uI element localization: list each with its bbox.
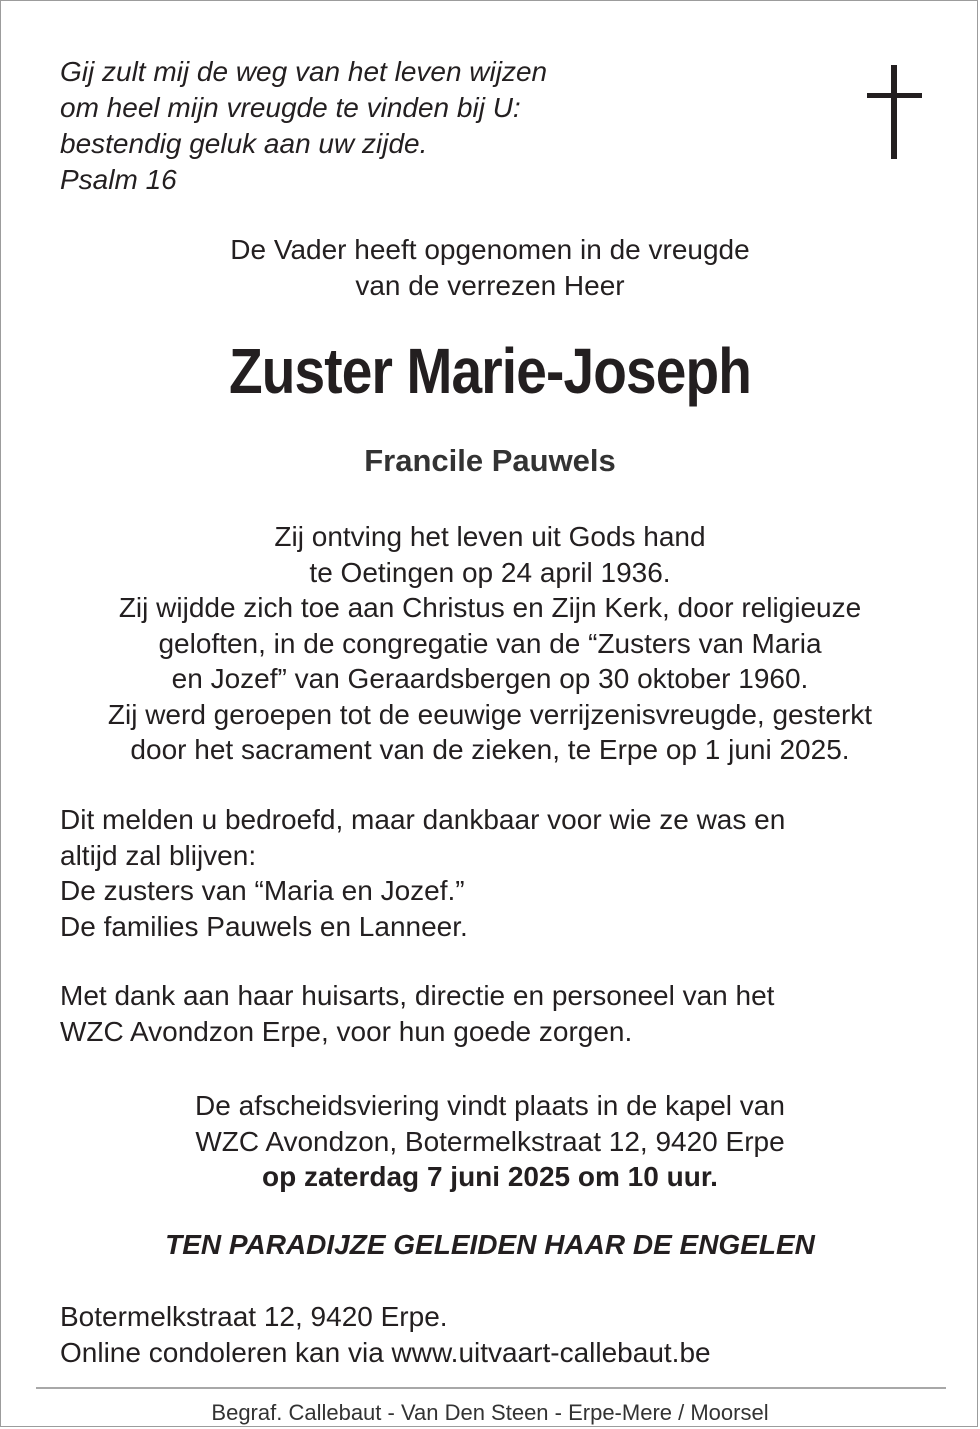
announcement — [60, 802, 785, 944]
announcement-line: altijd zal blijven: — [60, 839, 257, 871]
contact-address: Botermelkstraat 12, 9420 Erpe. — [60, 1301, 448, 1332]
biography-line: Zij wijdde zich toe aan Christus en Zijn Kerk, door religieuze — [118, 592, 862, 623]
religious-name: Zuster Marie-Joseph — [229, 335, 751, 407]
psalm-line: om heel mijn vreugde te vinden bij U: — [60, 92, 521, 123]
biography-line: door het sacrament van de zieken, te Erpe op 1 juni 2025. — [130, 734, 850, 765]
psalm-quote — [60, 54, 547, 198]
condolence-text: Online condoleren kan via www.uitvaart-callebaut.be — [60, 1336, 711, 1368]
ceremony-location: WZC Avondzon, Botermelkstraat 12, 9420 Erpe — [195, 1125, 785, 1157]
intro-line: De Vader heeft opgenomen in de vreugde — [230, 234, 750, 265]
motto: TEN PARADIJZE GELEIDEN HAAR DE ENGELEN — [165, 1229, 815, 1260]
ceremony-line: De afscheidsviering vindt plaats in de kapel van — [195, 1090, 785, 1121]
thanks-text — [60, 978, 774, 1049]
biography-line: geloften, in de congregatie van de “Zusters van Maria — [158, 627, 822, 659]
cross-icon — [867, 65, 923, 161]
psalm-reference: Psalm 16 — [60, 164, 177, 195]
biography-line: Zij werd geroepen tot de eeuwige verrijzenisvreugde, gesterkt — [107, 698, 873, 730]
thanks-line: Met dank aan haar huisarts, directie en personeel van het — [60, 980, 775, 1011]
intro-line: van de verrezen Heer — [355, 270, 625, 301]
announcement-line: De families Pauwels en Lanneer. — [60, 910, 468, 942]
footer-divider — [36, 1387, 946, 1389]
intro-text — [1, 232, 979, 304]
announcement-line: De zusters van “Maria en Jozef.” — [60, 875, 465, 906]
biography — [1, 519, 979, 768]
undertaker-footer: Begraf. Callebaut - Van Den Steen - Erpe-Mere / Moorsel — [211, 1400, 769, 1425]
psalm-line: Gij zult mij de weg van het leven wijzen — [60, 56, 548, 87]
ceremony-info — [1, 1088, 979, 1195]
biography-line: Zij ontving het leven uit Gods hand — [274, 521, 706, 552]
civil-name: Francile Pauwels — [364, 443, 616, 478]
psalm-line: bestendig geluk aan uw zijde. — [60, 128, 428, 159]
thanks-line: WZC Avondzon Erpe, voor hun goede zorgen. — [60, 1015, 633, 1047]
biography-line: te Oetingen op 24 april 1936. — [309, 556, 671, 588]
announcement-line: Dit melden u bedroefd, maar dankbaar voor wie ze was en — [60, 804, 786, 835]
contact-info — [60, 1299, 711, 1370]
ceremony-datetime: op zaterdag 7 juni 2025 om 10 uur. — [262, 1161, 718, 1192]
biography-line: en Jozef” van Geraardsbergen op 30 oktober 1960. — [171, 663, 809, 694]
